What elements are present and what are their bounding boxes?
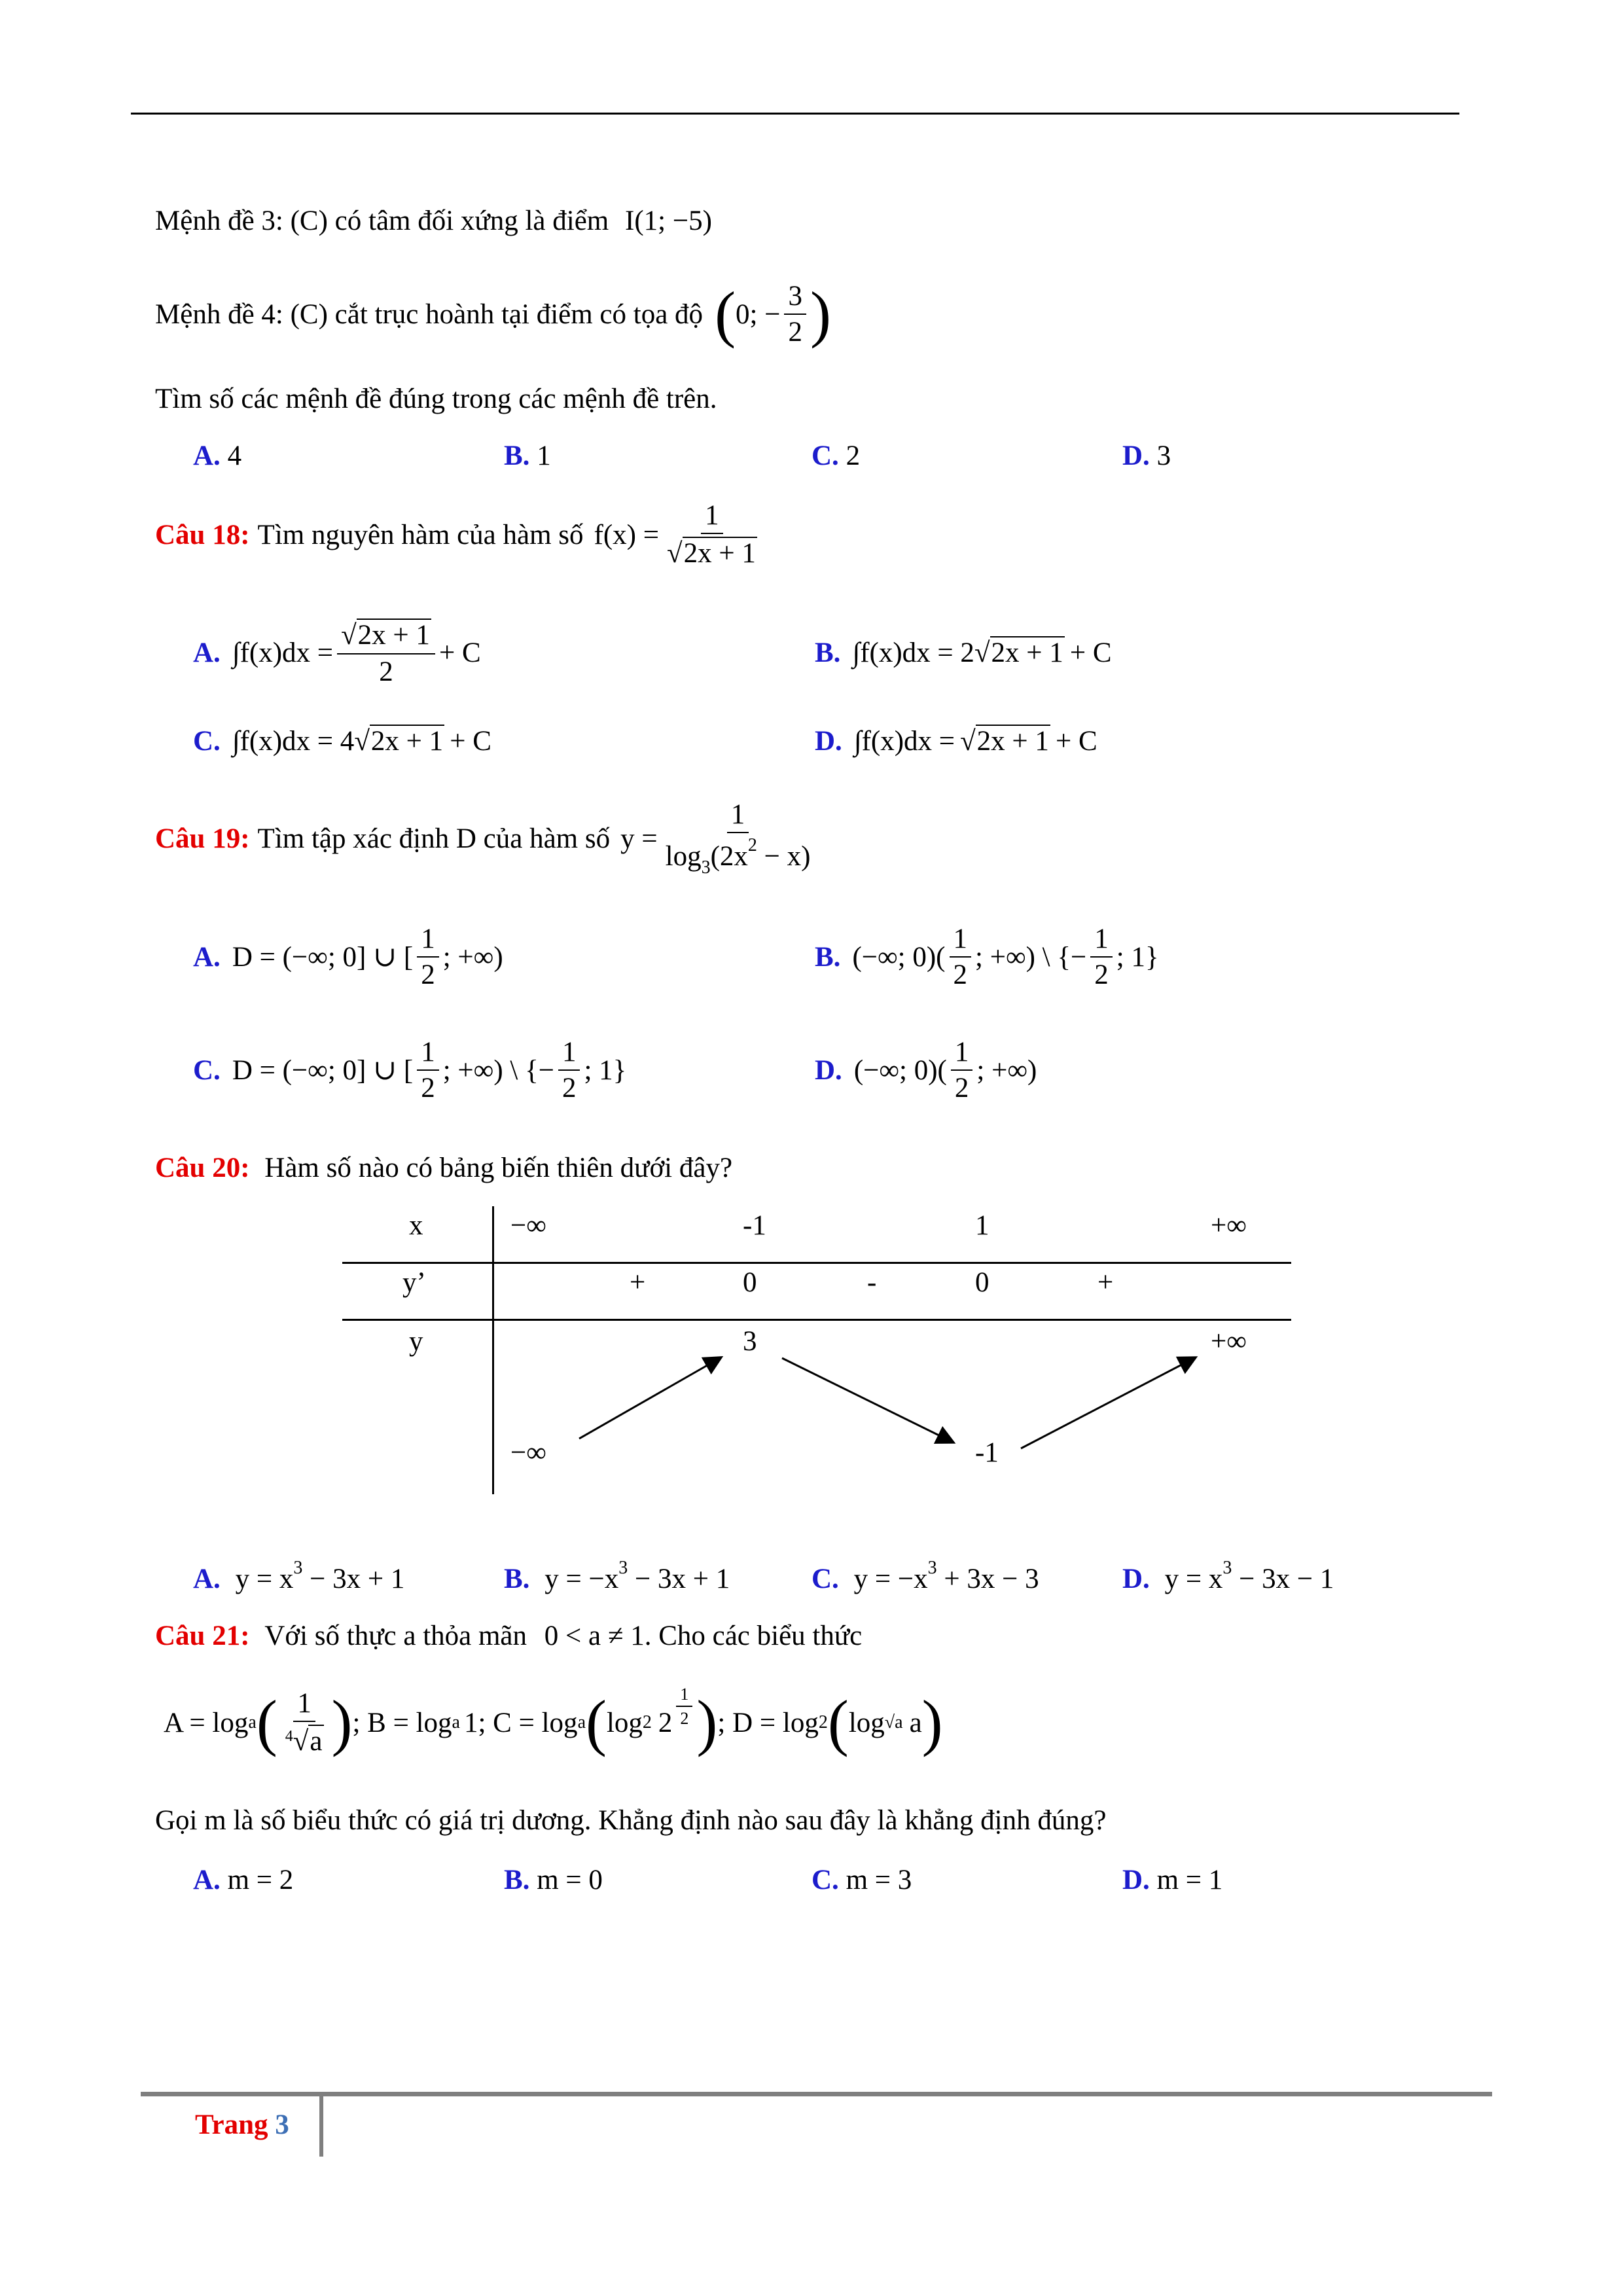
q21-option-a[interactable]: A. m = 2 <box>193 1865 294 1895</box>
footer-divider <box>319 2096 323 2157</box>
q20-option-d[interactable]: D. $y = x^3 - 3x - 1$ <box>1122 1558 1334 1594</box>
q18-option-d[interactable]: D. ∫f(x)dx = √2x + 1 + C <box>815 725 1097 757</box>
x-value: −∞ <box>510 1210 546 1241</box>
q21-option-b[interactable]: B. m = 0 <box>504 1865 603 1895</box>
q21-expressions: A = log a ( $\frac{1}{^4√a}$ ) ; B = log a 1; C = log a ( log 2 2 $\frac{1}{2}$ ) ; D = log 2 ( log √a a ) <box>164 1684 943 1758</box>
q21-stem: Câu 21: Với số thực a thỏa mãn 0 < a ≠ 1. Cho các biểu thức <box>155 1621 863 1651</box>
y-value-max: 3 <box>743 1326 757 1357</box>
q21-label: Câu 21: <box>155 1621 250 1651</box>
prev-option-c[interactable]: C. 2 <box>812 440 861 471</box>
prev-option-d[interactable]: D. 3 <box>1122 440 1171 471</box>
proposition-3: Mệnh đề 3: (C) có tâm đối xứng là điểm I(1; −5) <box>155 206 712 236</box>
arrow-up-2 <box>1021 1358 1194 1448</box>
q20-option-a[interactable]: A. $y = x^3 - 3x + 1$ <box>193 1558 405 1594</box>
prop4-math: 0; − <box>736 298 781 330</box>
q18-option-a[interactable]: A. ∫f(x)dx = $\frac{√2x + 1}{2}$ + C <box>193 620 481 688</box>
q19-label: Câu 19: <box>155 823 250 854</box>
x-value: +∞ <box>1211 1210 1247 1241</box>
q20-label: Câu 20: <box>155 1153 250 1183</box>
page-number: Trang 3 <box>195 2109 289 2140</box>
prev-option-a[interactable]: A. 4 <box>193 440 242 471</box>
x-label: x <box>409 1210 423 1241</box>
q19-option-b[interactable]: B. (−∞; 0)( $\frac{1}{2}$ ; +∞) \ {− $\frac{1}{2}$ ; 1} <box>815 924 1159 991</box>
q18-option-c[interactable]: C. ∫f(x)dx = 4 √2x + 1 + C <box>193 725 491 757</box>
prop3-math: I(1; −5) <box>625 206 712 236</box>
q19-option-a[interactable]: A. D = (−∞; 0] ∪ [ $\frac{1}{2}$ ; +∞) <box>193 924 503 991</box>
prev-option-b[interactable]: B. 1 <box>504 440 551 471</box>
yprime-value: - <box>867 1267 877 1298</box>
y-value-min: -1 <box>975 1437 999 1468</box>
q18-stem: Câu 18: Tìm nguyên hàm của hàm số f(x) = $\frac{1}{√2x + 1}$ <box>155 500 756 569</box>
q19-option-c[interactable]: C. D = (−∞; 0] ∪ [ $\frac{1}{2}$ ; +∞) \ {− $\frac{1}{2}$ ; 1} <box>193 1037 627 1104</box>
q21-question: Gọi m là số biểu thức có giá trị dương. Khẳng định nào sau đây là khẳng định đúng? <box>155 1805 1107 1836</box>
q18-label: Câu 18: <box>155 519 250 550</box>
q20-stem: Câu 20: Hàm số nào có bảng biến thiên dưới đây? <box>155 1153 733 1183</box>
y-label: y <box>409 1326 423 1357</box>
yprime-value: 0 <box>743 1267 757 1298</box>
proposition-4: Mệnh đề 4: (C) cắt trục hoành tại điểm có tọa độ ( 0; − $\frac{3}{2}$ ) <box>155 279 831 350</box>
y-value-plus-inf: +∞ <box>1211 1326 1247 1357</box>
arrow-down <box>782 1358 952 1442</box>
q20-option-c[interactable]: C. $y = -x^3 + 3x - 3$ <box>812 1558 1039 1594</box>
yprime-value: + <box>1097 1267 1114 1298</box>
prev-question-text: Tìm số các mệnh đề đúng trong các mệnh đề trên. <box>155 384 717 414</box>
x-value: 1 <box>975 1210 990 1241</box>
q21-option-d[interactable]: D. m = 1 <box>1122 1865 1223 1895</box>
q21-option-c[interactable]: C. m = 3 <box>812 1865 912 1895</box>
q20-option-b[interactable]: B. $y = -x^3 - 3x + 1$ <box>504 1558 730 1594</box>
yprime-value: + <box>630 1267 646 1298</box>
q19-option-d[interactable]: D. (−∞; 0)( $\frac{1}{2}$ ; +∞) <box>815 1037 1037 1104</box>
arrow-up-1 <box>579 1358 720 1439</box>
q18-option-b[interactable]: B. ∫f(x)dx = 2 √2x + 1 + C <box>815 637 1112 668</box>
yprime-label: y’ <box>402 1267 426 1298</box>
x-value: -1 <box>743 1210 766 1241</box>
q19-stem: Câu 19: Tìm tập xác định D của hàm số y = $\frac{1}{\log_3(2x^2 - x)}$ <box>155 799 811 878</box>
y-value-minus-inf: −∞ <box>510 1437 546 1468</box>
yprime-value: 0 <box>975 1267 990 1298</box>
footer-rule <box>141 2092 1492 2096</box>
